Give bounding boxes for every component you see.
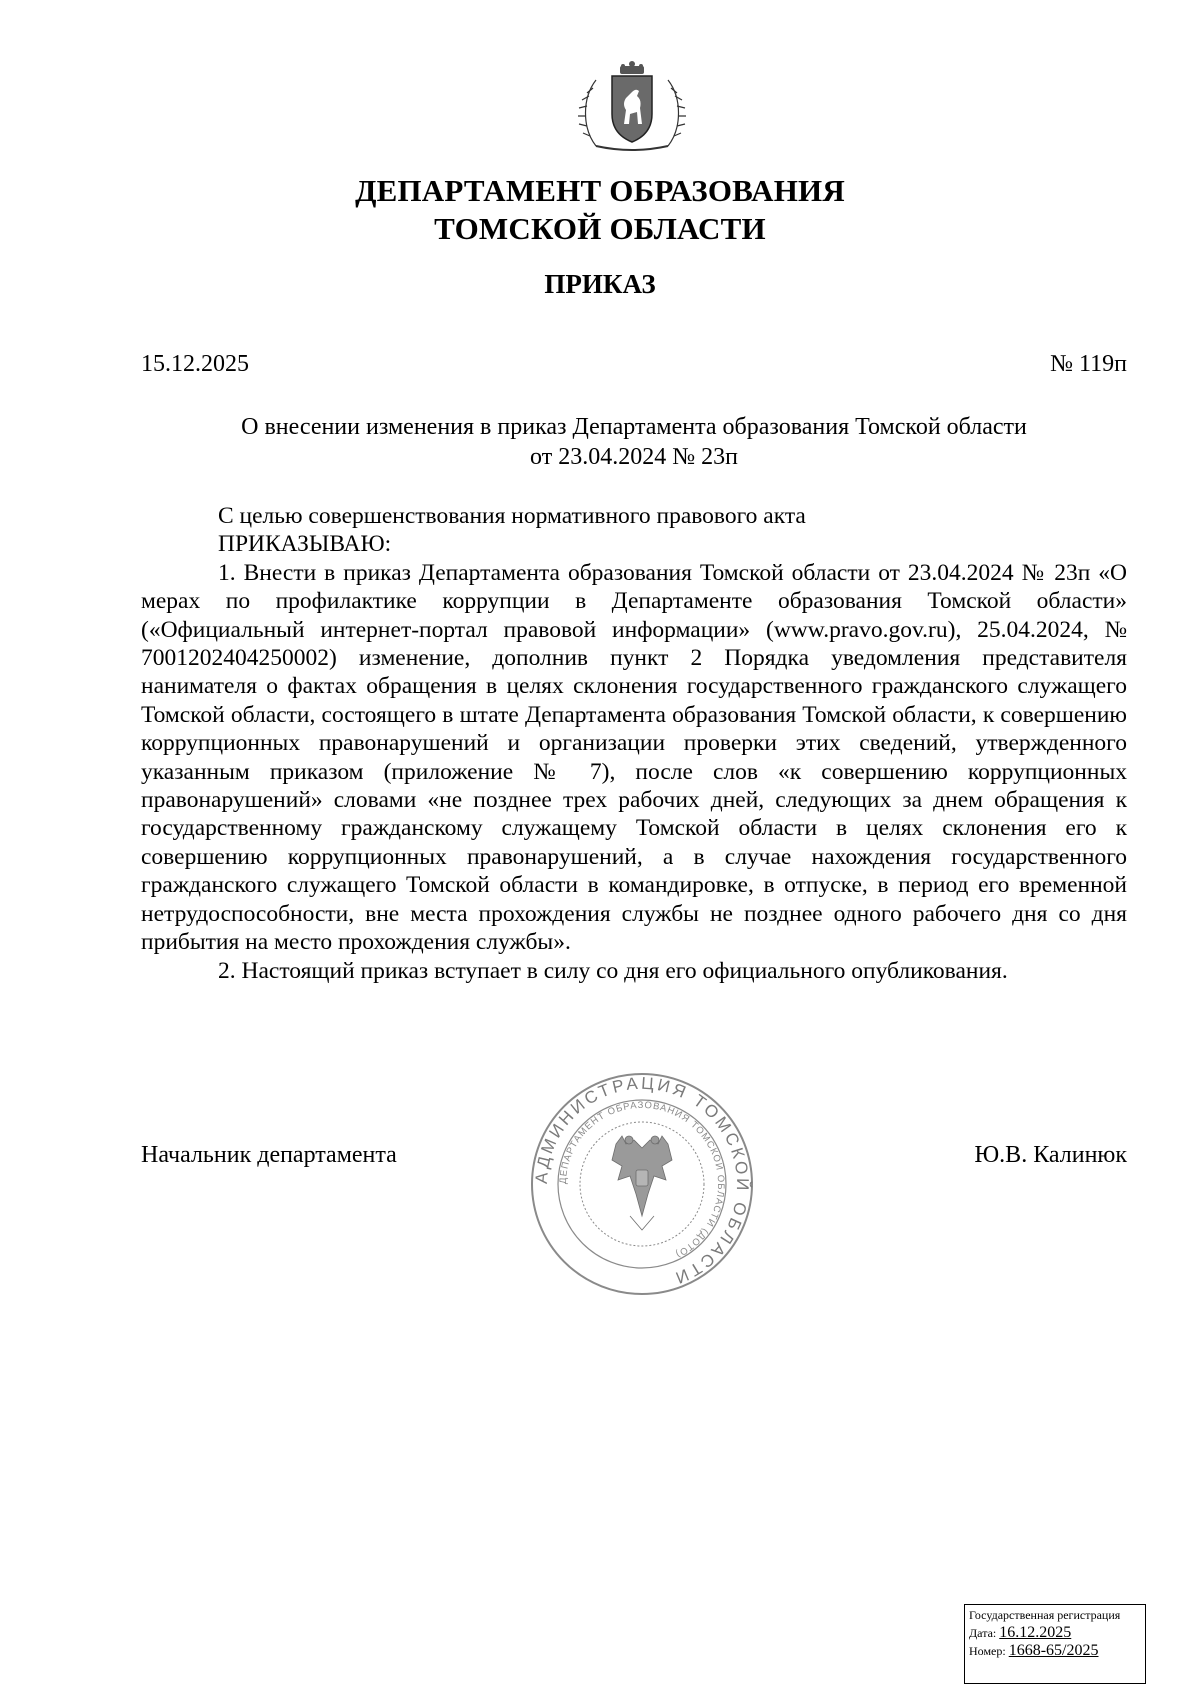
order-subject: [141, 412, 1127, 472]
subject-line-1: О внесении изменения в приказ Департамента образования Томской области: [241, 414, 1027, 440]
coat-of-arms-emblem: [576, 58, 688, 154]
seal-inner-text: ДЕПАРТАМЕНТ ОБРАЗОВАНИЯ ТОМСКОЙ ОБЛАСТИ (ДОТО): [557, 1099, 727, 1260]
state-registration-box: [964, 1604, 1146, 1684]
department-line-2: ТОМСКОЙ ОБЛАСТИ: [434, 211, 766, 246]
body-paragraph-item-1: 1. Внести в приказ Департамента образования Томской области от 23.04.2024 № 23п «О мерах по профилактике коррупции в Департаменте образования Томской области» («Официальный интернет-портал правовой информации» (www.pravo.gov.ru), 25.04.2024, № 7001202404250002) изменение, дополнив пункт 2 Порядка уведомления представителя нанимателя о фактах обращения в целях склонения государственного гражданского служащего Томской области, состоящего в штате Департамента образования Томской области, к совершению коррупционных правонарушений и организации проверки этих сведений, утвержденного указанным приказом (приложение № 7), после слов «к совершению коррупционных правонарушений» словами «не позднее трех рабочих дней, следующих за днем обращения к государственному гражданскому служащему Томской области в целях склонения его к совершению коррупционных правонарушений, а в случае нахождения государственного гражданского служащего Томской области в командировке, в отпуске, в период его временной нетрудоспособности, вне места прохождения службы не позднее одного рабочего дня со дня прибытия на место прохождения службы».: [141, 559, 1127, 956]
body-paragraph-order: ПРИКАЗЫВАЮ:: [218, 531, 392, 558]
body-paragraph-purpose: С целью совершенствования нормативного правового акта: [218, 503, 806, 529]
seal-outer-text: АДМИНИСТРАЦИЯ ТОМСКОЙ ОБЛАСТИ: [531, 1073, 753, 1289]
department-name: [0, 172, 1200, 248]
signatory-name: Ю.В. Калинюк: [974, 1142, 1127, 1168]
registration-number-value: 1668-65/2025: [1008, 1642, 1099, 1659]
registration-number-label: Номер:: [969, 1644, 1006, 1658]
subject-line-2: от 23.04.2024 № 23п: [530, 444, 738, 470]
order-date: 15.12.2025: [141, 351, 249, 377]
official-seal-stamp: [526, 1070, 758, 1298]
order-number: № 119п: [1050, 351, 1127, 377]
document-type: ПРИКАЗ: [544, 269, 656, 299]
order-body: [141, 502, 1127, 985]
registration-date-row: [969, 1625, 1141, 1641]
registration-date-label: Дата:: [969, 1626, 997, 1640]
department-line-1: ДЕПАРТАМЕНТ ОБРАЗОВАНИЯ: [355, 173, 845, 208]
registration-date-value: 16.12.2025: [999, 1624, 1072, 1641]
body-paragraph-item-2: 2. Настоящий приказ вступает в силу со дня его официального опубликования.: [218, 957, 1008, 984]
signatory-position: Начальник департамента: [141, 1142, 397, 1168]
registration-number-row: [969, 1643, 1141, 1659]
registration-title: Государственная регистрация: [969, 1608, 1121, 1622]
